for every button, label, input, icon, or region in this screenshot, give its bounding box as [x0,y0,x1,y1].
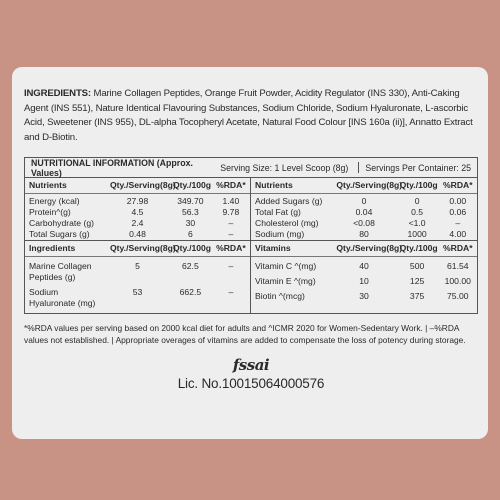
nutrients-right-table [251,178,477,240]
col-header: %RDA* [212,241,250,257]
vitamins-table-wrap [251,241,477,313]
cell: 9.78 [222,207,240,217]
cell: 40 [359,261,369,271]
table-row [25,207,250,218]
cell: 0.48 [129,229,146,239]
cell: – [228,287,234,297]
cell: 27.98 [126,196,149,206]
cell: Total Fat (g) [255,207,301,217]
cell: 100.00 [444,276,471,286]
cell: 80 [359,229,369,239]
cell: <0.08 [353,218,375,228]
table-row [251,207,477,218]
cell: Biotin ^(mcg) [255,291,305,301]
cell: 2.4 [131,218,144,228]
cell: 53 [132,287,143,297]
col-header: Qty./Serving(8g) [106,178,169,194]
nutrients-left [25,178,251,240]
cell: Sodium (mg) [255,229,305,239]
cell: Added Sugars (g) [255,196,323,206]
table-row [251,257,477,273]
table-row [251,218,477,229]
nutrients-right [251,178,477,240]
col-header: Qty./Serving(8g) [106,241,169,257]
cell: 4.00 [449,229,467,239]
cell: 30 [185,218,196,228]
col-header: Qty./Serving(8g) [332,178,395,194]
serving-size: Serving Size: 1 Level Scoop (8g) [220,162,349,173]
cell: 0.06 [449,207,467,217]
nutrition-title: NUTRITIONAL INFORMATION (Approx. Values) [31,157,193,178]
cell: 0.5 [411,207,424,217]
col-header: Qty./100g [396,241,439,257]
table-row [251,194,477,208]
ingredients-table-wrap [25,241,251,313]
cell: 6 [187,229,193,239]
footnote: *%RDA values per serving based on 2000 kcal diet for adults and ^ICMR 2020 for Women-Sedentary Work. | –%RDA values not established. | Appropriate overages of vitamins are added to compensate the loss of potency during storage. [24,323,466,345]
cell: 0.04 [355,207,373,217]
cell: 0 [414,196,420,206]
cell: Total Sugars (g) [29,229,90,239]
col-header: Qty./100g [396,178,439,194]
cell: 349.70 [177,196,204,206]
col-header: %RDA* [439,178,477,194]
fssai-logo: fssai [232,356,270,374]
table-row [251,229,477,240]
col-header: %RDA* [439,241,477,257]
cell: Energy (kcal) [29,196,80,206]
cell: 662.5 [179,287,202,297]
table-row [25,194,250,208]
cell: 61.54 [447,261,469,271]
col-header: %RDA* [212,178,250,194]
cell: 56.3 [182,207,199,217]
cell: 10 [359,276,369,286]
cell: 5 [135,261,140,271]
table-row [25,287,250,313]
cell: <1.0 [408,218,426,228]
ingredients-text [24,87,478,145]
ingredients-list: Marine Collagen Peptides, Orange Fruit Powder, Acidity Regulator (INS 330), Anti-Caking Agent (INS 551), Nature Identical Flavouring Substances, Sodium Chloride, Sodium Hyaluronate, L-ascorbic Acid, Sweetener (INS 955), DL-alpha Tocopheryl Acetate, Natural Food Colour [INS 160a (ii)], Annatto Extract and D-Biotin. [24,88,473,143]
cell: 75.00 [447,291,469,301]
servings-per-container: Servings Per Container: 25 [365,162,471,173]
cell: Vitamin C ^(mg) [255,261,317,271]
cell: 30 [359,291,369,301]
cell: Protein^(g) [29,207,71,217]
cell: 375 [409,291,425,301]
col-header: Qty./100g [169,178,212,194]
col-header: Nutrients [25,178,106,194]
cell: Carbohydrate (g) [29,218,94,228]
col-header: Nutrients [251,178,332,194]
cell: 1000 [407,229,427,239]
cell: – [228,218,234,228]
cell: 500 [409,261,425,271]
table-row [25,229,250,240]
vitamins-table [251,241,477,310]
nutrients-left-table [25,178,250,240]
ingredients-label: INGREDIENTS: [24,88,91,99]
table-row [25,218,250,229]
ingredients-vitamins-row [25,240,477,313]
cell: – [455,218,461,228]
cell: Cholesterol (mg) [255,218,319,228]
cell: 4.5 [131,207,144,217]
table-row [25,257,250,288]
col-header: Qty./100g [169,241,212,257]
cell: 62.5 [182,261,199,271]
cell: Vitamin E ^(mg) [255,276,316,286]
nutrition-label-card [12,67,488,439]
cell: Sodium Hyaluronate (mg) [29,287,96,308]
col-header: Qty./Serving(8g) [332,241,395,257]
header-divider [358,162,359,173]
nutrients-row [25,178,477,240]
nutrition-header [25,158,477,178]
col-header: Ingredients [25,241,106,257]
cell: 125 [409,276,425,286]
cell: 1.40 [222,196,240,206]
license-number: Lic. No.10015064000576 [177,376,325,391]
nutrition-panel [24,157,478,314]
cell: 0 [361,196,367,206]
cell: – [228,229,234,239]
table-row [251,272,477,287]
cell: Marine Collagen Peptides (g) [29,261,92,282]
cell: 0.00 [449,196,467,206]
cell: – [228,261,234,271]
col-header: Vitamins [251,241,332,257]
ingredients-qty-table [25,241,250,313]
table-row [251,287,477,310]
